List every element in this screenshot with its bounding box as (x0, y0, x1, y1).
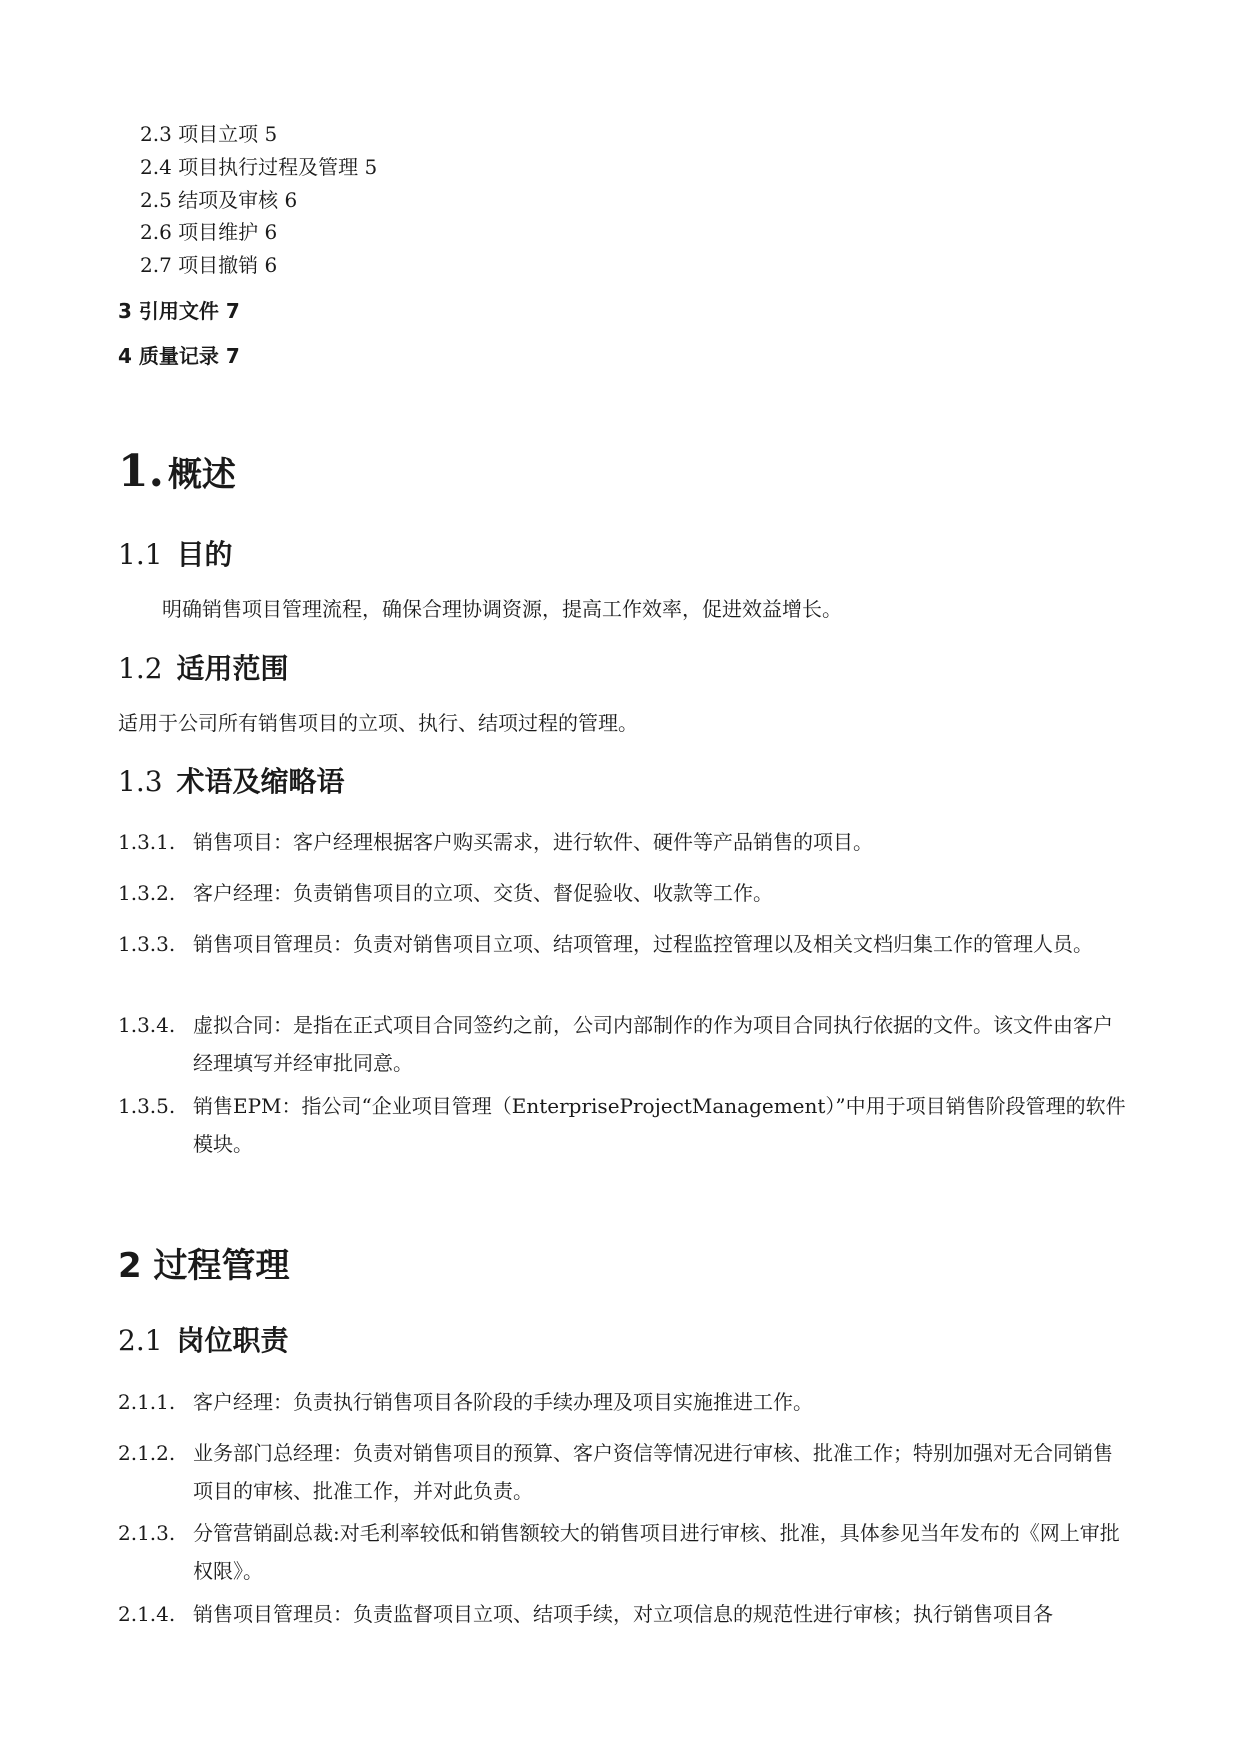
duty-item (118, 1514, 1128, 1590)
item-text: 业务部门总经理：负责对销售项目的预算、客户资信等情况进行审核、批准工作；特别加强对无合同销售项目的审核、批准工作，并对此负责。 (193, 1441, 1113, 1503)
item-text: 虚拟合同：是指在正式项目合同签约之前，公司内部制作的作为项目合同执行依据的文件。该文件由客户经理填写并经审批同意。 (193, 1013, 1113, 1075)
toc-item[interactable]: 2.6 项目维护 6 (140, 220, 278, 244)
item-text: 分管营销副总裁:对毛利率较低和销售额较大的销售项目进行审核、批准，具体参见当年发布的《网上审批权限》。 (193, 1521, 1120, 1583)
item-number: 1.3.4. (118, 1013, 176, 1037)
item-number: 1.3.3. (118, 932, 176, 956)
toc-item[interactable]: 2.7 项目撤销 6 (140, 253, 278, 277)
subsection-title: 岗位职责 (176, 1324, 289, 1357)
section-heading (118, 446, 236, 497)
section-title: 概述 (167, 455, 236, 495)
subsection-number: 1.1 (118, 538, 163, 571)
subsection-title: 术语及缩略语 (176, 765, 345, 798)
toc-item[interactable]: 3 引用文件 7 (118, 299, 240, 323)
duty-item (118, 1383, 1128, 1421)
subsection-heading (118, 537, 233, 573)
item-text: 销售EPM：指公司“企业项目管理（EnterpriseProjectManagement）”中用于项目销售阶段管理的软件模块。 (193, 1094, 1126, 1156)
subsection-number: 2.1 (118, 1324, 163, 1357)
definition-item (118, 823, 1128, 861)
section-heading: 2 过程管理 (118, 1246, 290, 1286)
paragraph: 适用于公司所有销售项目的立项、执行、结项过程的管理。 (118, 711, 638, 735)
item-text: 销售项目管理员：负责监督项目立项、结项手续，对立项信息的规范性进行审核；执行销售项目各 (193, 1602, 1053, 1626)
subsection-number: 1.2 (118, 652, 163, 685)
item-number: 2.1.2. (118, 1441, 176, 1465)
toc-item[interactable]: 2.4 项目执行过程及管理 5 (140, 155, 378, 179)
item-number: 1.3.1. (118, 830, 176, 854)
definition-item (118, 874, 1128, 912)
item-number: 1.3.2. (118, 881, 176, 905)
definition-item (118, 925, 1128, 963)
subsection-heading (118, 764, 345, 800)
toc-item[interactable]: 2.3 项目立项 5 (140, 122, 278, 146)
subsection-title: 目的 (176, 538, 233, 571)
item-text: 客户经理：负责销售项目的立项、交货、督促验收、收款等工作。 (193, 881, 773, 905)
subsection-title: 适用范围 (176, 652, 289, 685)
item-text: 客户经理：负责执行销售项目各阶段的手续办理及项目实施推进工作。 (193, 1390, 813, 1414)
section-number: 1. (118, 446, 164, 497)
subsection-heading (118, 651, 289, 687)
item-number: 2.1.4. (118, 1602, 176, 1626)
item-text: 销售项目：客户经理根据客户购买需求，进行软件、硬件等产品销售的项目。 (193, 830, 873, 854)
subsection-heading (118, 1323, 289, 1359)
definition-item (118, 1006, 1128, 1082)
duty-item (118, 1434, 1128, 1510)
item-number: 2.1.3. (118, 1521, 176, 1545)
toc-item[interactable]: 2.5 结项及审核 6 (140, 188, 298, 212)
item-text: 销售项目管理员：负责对销售项目立项、结项管理，过程监控管理以及相关文档归集工作的管理人员。 (193, 932, 1093, 956)
paragraph: 明确销售项目管理流程，确保合理协调资源，提高工作效率，促进效益增长。 (162, 597, 842, 621)
duty-item (118, 1595, 1128, 1633)
item-number: 1.3.5. (118, 1094, 176, 1118)
definition-item (118, 1087, 1128, 1163)
subsection-number: 1.3 (118, 765, 163, 798)
toc-item[interactable]: 4 质量记录 7 (118, 344, 240, 368)
item-number: 2.1.1. (118, 1390, 176, 1414)
